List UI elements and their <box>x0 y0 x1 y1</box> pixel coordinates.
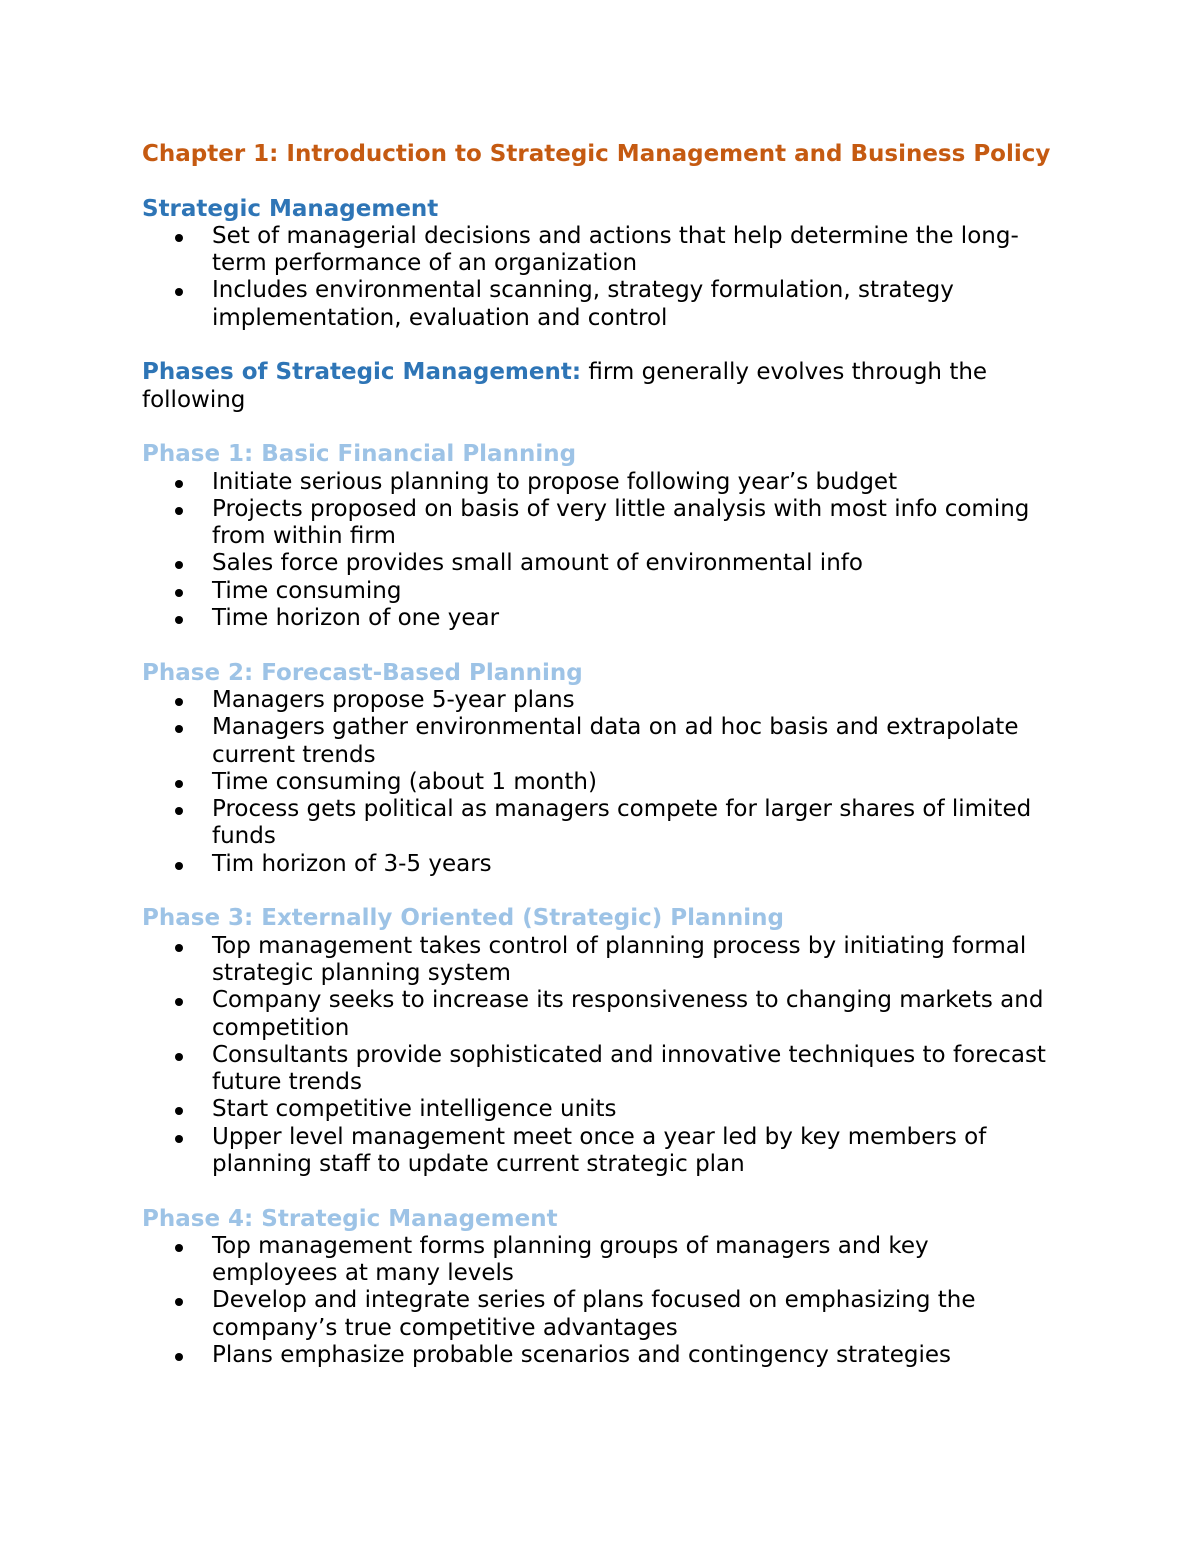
bullet-icon <box>175 1244 183 1252</box>
list-item-text: Sales force provides small amount of environmental info <box>212 550 863 577</box>
bullet-icon <box>175 616 183 624</box>
bullet-icon <box>175 288 183 296</box>
bullet-icon <box>175 698 183 706</box>
chapter-title: Chapter 1: Introduction to Strategic Management and Business Policy <box>142 141 1051 167</box>
list-item-text: Projects proposed on basis of very little analysis with most info coming from within firm <box>212 495 1030 550</box>
strategic-management-list <box>142 223 1062 332</box>
phases-intro-text: firm generally evolves through the following <box>142 359 988 413</box>
list-item-text: Includes environmental scanning, strategy formulation, strategy implementation, evaluation and control <box>212 277 954 331</box>
list-item-text: Time horizon of one year <box>212 605 500 632</box>
spacer <box>142 632 1062 659</box>
strategic-management-heading: Strategic Management <box>142 195 439 222</box>
bullet-icon <box>175 1107 183 1115</box>
list-item <box>142 687 1062 714</box>
bullet-icon <box>175 944 183 952</box>
list-item-text: Upper level management meet once a year led by key members of planning staff to update current strategic plan <box>212 1123 987 1177</box>
bullet-icon <box>175 725 183 733</box>
document-page <box>142 141 1062 1369</box>
list-item <box>142 714 1062 769</box>
list-item-text: Consultants provide sophisticated and innovative techniques to forecast future trends <box>212 1041 1046 1096</box>
phase-2-heading: Phase 2: Forecast-Based Planning <box>142 659 583 686</box>
list-item <box>142 550 1062 577</box>
spacer <box>142 878 1062 905</box>
list-item <box>142 933 1062 988</box>
bullet-icon <box>175 480 183 488</box>
list-item-text: Plans emphasize probable scenarios and contingency strategies <box>212 1342 951 1369</box>
list-item-text: Set of managerial decisions and actions that help determine the long-term performance of an organization <box>212 222 1019 277</box>
phase-4-heading: Phase 4: Strategic Management <box>142 1205 558 1232</box>
bullet-icon <box>175 589 183 597</box>
list-item-text: Tim horizon of 3-5 years <box>212 850 492 877</box>
list-item <box>142 851 1062 878</box>
bullet-icon <box>175 807 183 815</box>
bullet-icon <box>175 507 183 515</box>
spacer <box>142 414 1062 441</box>
list-item <box>142 578 1062 605</box>
spacer <box>142 332 1062 359</box>
bullet-icon <box>175 1298 183 1306</box>
bullet-icon <box>175 1135 183 1143</box>
list-item-text: Top management forms planning groups of managers and key employees at many levels <box>212 1232 929 1287</box>
phases-intro-title: Phases of Strategic Management: <box>142 359 582 386</box>
phase-1-heading: Phase 1: Basic Financial Planning <box>142 441 577 468</box>
list-item-text: Initiate serious planning to propose following year’s budget <box>212 468 898 495</box>
list-item <box>142 605 1062 632</box>
list-item <box>142 987 1062 1042</box>
list-item-text: Managers gather environmental data on ad hoc basis and extrapolate current trends <box>212 714 1019 768</box>
list-item <box>142 469 1062 496</box>
phase-4-list <box>142 1233 1062 1369</box>
bullet-icon <box>175 998 183 1006</box>
bullet-icon <box>175 1353 183 1361</box>
list-item <box>142 1342 1062 1369</box>
list-item-text: Managers propose 5-year plans <box>212 686 575 713</box>
list-item <box>142 1042 1062 1097</box>
list-item <box>142 1233 1062 1288</box>
list-item <box>142 496 1062 551</box>
list-item <box>142 1287 1062 1342</box>
list-item <box>142 769 1062 796</box>
bullet-icon <box>175 780 183 788</box>
spacer <box>142 168 1062 195</box>
bullet-icon <box>175 862 183 870</box>
bullet-icon <box>175 1053 183 1061</box>
phases-intro <box>142 359 1062 414</box>
phase-3-heading: Phase 3: Externally Oriented (Strategic) Planning <box>142 905 784 932</box>
list-item-text: Time consuming <box>212 577 402 604</box>
list-item <box>142 796 1062 851</box>
list-item <box>142 1124 1062 1179</box>
phase-2-list <box>142 687 1062 878</box>
list-item-text: Top management takes control of planning process by initiating formal strategic planning system <box>212 932 1027 986</box>
list-item <box>142 1096 1062 1123</box>
list-item <box>142 223 1062 278</box>
list-item-text: Time consuming (about 1 month) <box>212 768 597 795</box>
spacer <box>142 1178 1062 1205</box>
list-item-text: Process gets political as managers compete for larger shares of limited funds <box>212 796 1032 850</box>
list-item-text: Company seeks to increase its responsiveness to changing markets and competition <box>212 987 1044 1041</box>
bullet-icon <box>175 234 183 242</box>
list-item-text: Develop and integrate series of plans focused on emphasizing the company’s true competitive advantages <box>212 1287 976 1341</box>
bullet-icon <box>175 561 183 569</box>
phase-1-list <box>142 469 1062 633</box>
phase-3-list <box>142 933 1062 1179</box>
list-item <box>142 277 1062 332</box>
list-item-text: Start competitive intelligence units <box>212 1096 617 1123</box>
